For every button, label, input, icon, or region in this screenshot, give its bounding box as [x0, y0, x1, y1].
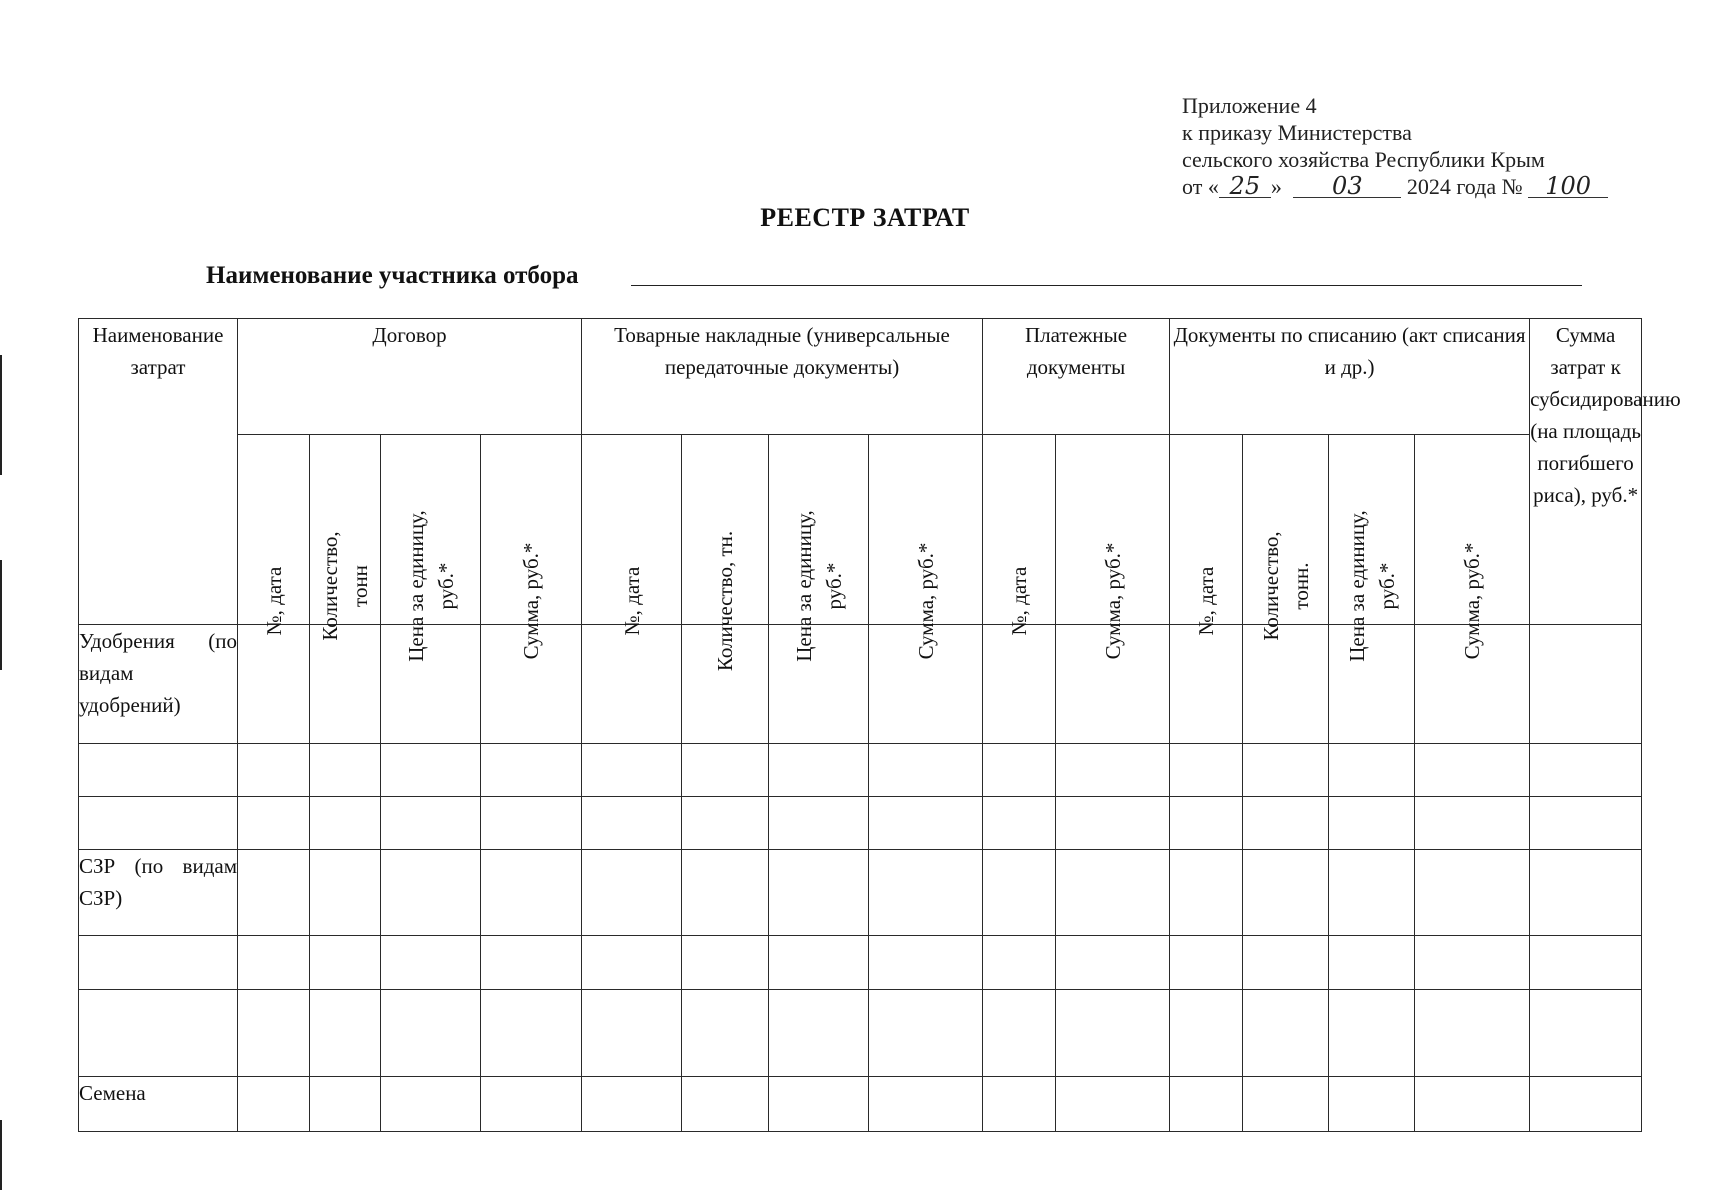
- invoice-col-unit-price: Цена за единицу, руб.*: [769, 435, 869, 625]
- payment-col-number-date: №, дата: [983, 435, 1056, 625]
- cost-register-table: [78, 318, 1681, 1132]
- contract-col-number-date: №, дата: [238, 435, 310, 625]
- table-row: [79, 744, 1642, 797]
- row-label-fertilizers: Удобрения (по видам удобрений): [79, 625, 238, 744]
- invoice-col-quantity: Количество, тн.: [682, 435, 769, 625]
- appendix-line-3: сельского хозяйства Республики Крым: [1182, 147, 1545, 172]
- payment-col-sum: Сумма, руб.*: [1056, 435, 1170, 625]
- date-prefix: от «: [1182, 174, 1219, 199]
- year-text: 2024 года №: [1406, 174, 1523, 199]
- handwritten-order-number: 100: [1528, 175, 1608, 198]
- header-subsidy-sum: Сумма затрат к субсидированию (на площадь погибшего риса), руб.*: [1530, 319, 1642, 625]
- writeoff-col-number-date: №, дата: [1170, 435, 1243, 625]
- appendix-date-line: [1182, 173, 1642, 200]
- writeoff-col-unit-price: Цена за единицу, руб.*: [1329, 435, 1415, 625]
- row-label-szr: СЗР (по видам СЗР): [79, 850, 238, 936]
- table-row: [79, 625, 1642, 744]
- scan-edge-mark: [0, 1120, 2, 1190]
- invoice-col-number-date: №, дата: [582, 435, 682, 625]
- participant-label: Наименование участника отбора: [206, 262, 579, 289]
- invoice-col-sum: Сумма, руб.*: [869, 435, 983, 625]
- header-invoices: Товарные накладные (универсальные передаточные документы): [582, 319, 983, 435]
- contract-col-quantity: Количество, тонн: [310, 435, 381, 625]
- scan-edge-mark: [0, 355, 2, 475]
- header-contract: Договор: [238, 319, 582, 435]
- header-cost-name: Наименование затрат: [79, 319, 238, 625]
- writeoff-col-quantity: Количество, тонн.: [1243, 435, 1329, 625]
- handwritten-day: 25: [1219, 175, 1271, 198]
- row-label-seeds: Семена: [79, 1077, 238, 1132]
- table-row: [79, 850, 1642, 936]
- contract-col-unit-price: Цена за единицу, руб.*: [381, 435, 481, 625]
- appendix-line-1: Приложение 4: [1182, 93, 1317, 118]
- writeoff-col-sum: Сумма, руб.*: [1415, 435, 1530, 625]
- header-writeoff: Документы по списанию (акт списания и др.): [1170, 319, 1530, 435]
- table-row: [79, 990, 1642, 1077]
- appendix-block: [1182, 92, 1642, 200]
- table-row: [79, 1077, 1642, 1132]
- table-row: [79, 936, 1642, 990]
- header-payments: Платежные документы: [983, 319, 1170, 435]
- handwritten-month: 03: [1293, 175, 1401, 198]
- appendix-line-2: к приказу Министерства: [1182, 120, 1412, 145]
- table-row: [79, 797, 1642, 850]
- participant-fill-line: [631, 285, 1582, 286]
- date-mid: »: [1270, 174, 1282, 199]
- document-title: РЕЕСТР ЗАТРАТ: [760, 203, 970, 232]
- scan-edge-mark: [0, 560, 2, 670]
- contract-col-sum: Сумма, руб.*: [481, 435, 582, 625]
